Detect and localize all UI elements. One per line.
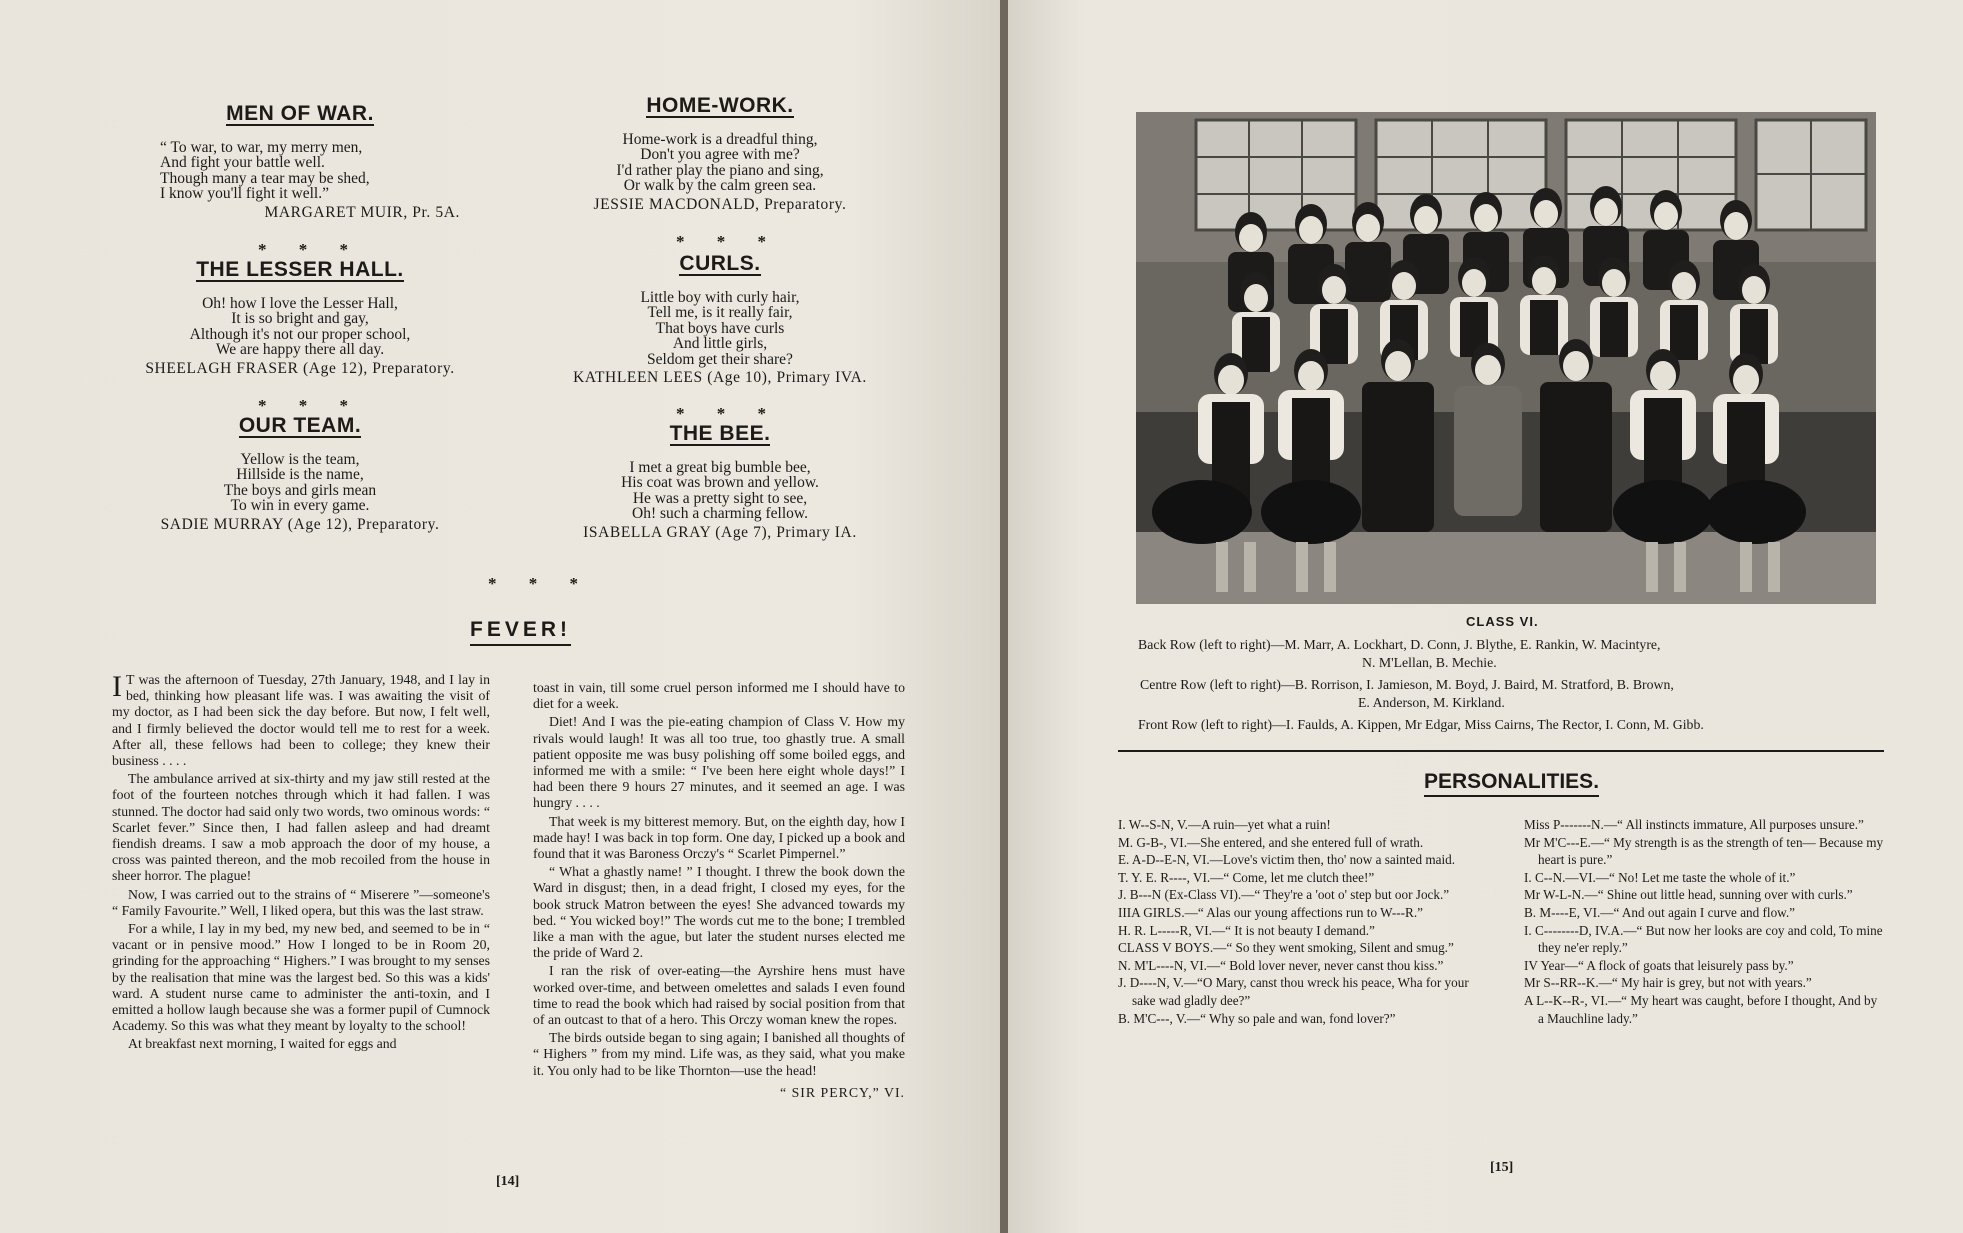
article-signature: “ SIR PERCY,” VI. [780, 1084, 905, 1100]
personality-entry: J. B---N (Ex-Class VI).—“ They're a 'oot o' step but oor Jock.” [1118, 887, 1450, 903]
separator-stars: * * * [676, 404, 780, 423]
poem-line: I know you'll fight it well.” [160, 185, 329, 202]
caption-back-row-cont: N. M'Lellan, B. Mechie. [1362, 655, 1497, 670]
poem-line: That boys have curls [655, 319, 785, 337]
personality-entry: Mr M'C---E.—“ My strength is as the strength of ten— Because my heart is pure.” [1524, 834, 1884, 868]
poem-line: To win in every game. [230, 497, 370, 514]
personality-entry: B. M----E, VI.—“ And out again I curve and flow.” [1524, 904, 1795, 920]
caption-back-row: Back Row (left to right)—M. Marr, A. Lockhart, D. Conn, J. Blythe, E. Rankin, W. Macintyre, [1138, 637, 1661, 652]
article-paragraph: Now, I was carried out to the strains of “ Miserere ”—someone's “ Family Favourite.” Well, I liked opera, but this was the last straw. [112, 886, 490, 918]
personality-entry: IIIA GIRLS.—“ Alas our young affections run to W---R.” [1118, 904, 1423, 920]
article-column-2 [533, 680, 905, 1101]
poem-line: Or walk by the calm green sea. [623, 177, 817, 194]
poem-author: MARGARET MUIR, Pr. 5A. [264, 203, 460, 221]
personality-entry: J. D----N, V.—“O Mary, canst thou wreck his peace, Wha for your sake wad gladly dee?” [1118, 975, 1469, 1008]
poem-title: MEN OF WAR. [226, 102, 374, 125]
poem-title: CURLS. [679, 252, 761, 275]
personality-entry: I. C--------D, IV.A.—“ But now her looks are coy and cold, To mine they ne'er reply.” [1524, 922, 1883, 956]
caption-centre-row-cont: E. Anderson, M. Kirkland. [1358, 695, 1505, 710]
poem-home-work [560, 94, 880, 213]
poem-line: Hillside is the name, [236, 466, 364, 483]
poem-line: I'd rather play the piano and sing, [616, 161, 824, 179]
personality-entry: M. G-B-, VI.—She entered, and she entered full of wrath. [1118, 834, 1424, 850]
poem-title: THE LESSER HALL. [196, 258, 404, 281]
article-paragraph: Diet! And I was the pie-eating champion of Class V. How my rivals would laugh! It was all too true, too ghastly true. A small patient opposite me was busy polishing off some boiled eggs, and informed me with a smile: “ I've been here eight whole days!” I had been there 9 hours 27 minutes, and it seemed an age. I was hungry . . . . [533, 714, 905, 811]
personality-entry: T. Y. E. R----, VI.—“ Come, let me clutch thee!” [1118, 869, 1375, 885]
poem-line: Although it's not our proper school, [189, 325, 411, 343]
class-photo-image [1136, 112, 1876, 604]
poem-title: THE BEE. [669, 422, 771, 445]
personalities-right-column [1524, 816, 1886, 1027]
article-paragraph: The birds outside began to sing again; I banished all thoughts of “ Highers ” from my mind. Life was, as they said, what you make it. You only had to be like Thornton—use the head! [533, 1030, 905, 1078]
poem-line: The boys and girls mean [223, 481, 377, 499]
poem-title: OUR TEAM. [238, 414, 362, 437]
personality-entry: I. W--S-N, V.—A ruin—yet what a ruin! [1118, 817, 1331, 832]
poem-curls [540, 252, 900, 386]
poem-line: Little boy with curly hair, [640, 288, 800, 306]
class-photograph [1136, 112, 1876, 604]
article-paragraph: At breakfast next morning, I waited for eggs and [128, 1036, 397, 1052]
poem-line: We are happy there all day. [215, 341, 385, 358]
personality-entry: B. M'C---, V.—“ Why so pale and wan, fond lover?” [1118, 1010, 1396, 1026]
poem-line: His coat was brown and yellow. [621, 474, 819, 491]
article-paragraph: “ What a ghastly name! ” I thought. I threw the book down the Ward in disgust; then, in a dead fright, I closed my eyes, for the book struck Matron between the eyes! She advanced towards my bed. “ You wicked boy!” The words cut me to the bone; I trembled like a man with the ague, but later the student nurses elected me the pride of Ward 2. [533, 864, 905, 961]
poem-line: Oh! how I love the Lesser Hall, [202, 294, 398, 312]
poem-line: And little girls, [672, 335, 768, 352]
separator-stars: * * * [676, 232, 780, 251]
section-divider [1118, 750, 1884, 752]
poem-line: It is so bright and gay, [231, 310, 369, 327]
personality-entry: H. R. L-----R, VI.—“ It is not beauty I demand.” [1118, 922, 1375, 938]
article-paragraph: toast in vain, till some cruel person informed me I should have to diet for a week. [533, 680, 905, 712]
poem-line: He was a pretty sight to see, [632, 489, 808, 507]
caption-centre-row: Centre Row (left to right)—B. Rorrison, I. Jamieson, M. Boyd, J. Baird, M. Stratford, B. Brown, [1140, 677, 1674, 692]
poem-line: I met a great big bumble bee, [629, 458, 811, 476]
personality-entry: N. M'L----N, VI.—“ Bold lover never, never canst thou kiss.” [1118, 957, 1444, 973]
article-title: FEVER! [470, 618, 571, 646]
poem-line: Yellow is the team, [240, 450, 360, 468]
personality-entry: I. C--N.—VI.—“ No! Let me taste the whole of it.” [1524, 869, 1796, 885]
caption-front-row: Front Row (left to right)—I. Faulds, A. Kippen, Mr Edgar, Miss Cairns, The Rector, I. Conn, M. Gibb. [1138, 717, 1704, 732]
personality-entry: Mr W-L-N.—“ Shine out little head, sunning over with curls.” [1524, 887, 1853, 903]
poem-author: ISABELLA GRAY (Age 7), Primary IA. [583, 523, 857, 541]
poem-lesser-hall [120, 258, 480, 377]
poem-line: Home-work is a dreadful thing, [622, 130, 818, 148]
poem-men-of-war [140, 102, 460, 221]
personalities-title: PERSONALITIES. [1424, 770, 1599, 797]
poem-line: Seldom get their share? [647, 350, 793, 368]
article-column-1 [112, 672, 490, 1055]
article-paragraph: T was the afternoon of Tuesday, 27th January, 1948, and I lay in bed, thinking how pleasant life was. I was awaiting the visit of my doctor, as I had been sick the day before. But now, I felt well, and I firmly believed the doctor would tell me to rest for a week. After all, these fellows had been to college; they knew their business . . . . [112, 672, 490, 769]
personality-entry: Miss P-------N.—“ All instincts immature, All purposes unsure.” [1524, 817, 1864, 832]
article-paragraph: I ran the risk of over-eating—the Ayrshire hens must have worked over-time, and between omelettes and salads I even found time to read the book which had raised by social position from that of an outcast to that of a hero. This Orczy woman knew the ropes. [533, 963, 905, 1028]
drop-cap: I [112, 670, 122, 703]
page-number: [15] [1490, 1160, 1514, 1175]
poem-author: SHEELAGH FRASER (Age 12), Preparatory. [145, 359, 455, 377]
personalities-left-column [1118, 816, 1486, 1027]
poem-line: Tell me, is it really fair, [647, 304, 793, 321]
personality-entry: E. A-D--E-N, VI.—Love's victim then, tho' now a sainted maid. [1118, 852, 1456, 868]
poem-author: KATHLEEN LEES (Age 10), Primary IVA. [573, 369, 867, 386]
poem-line: Oh! such a charming fellow. [632, 505, 808, 522]
personality-entry: CLASS V BOYS.—“ So they went smoking, Silent and smug.” [1118, 940, 1454, 956]
personality-entry: Mr S--RR--K.—“ My hair is grey, but not with years.” [1524, 975, 1812, 991]
poem-line: Don't you agree with me? [640, 146, 800, 163]
page-number: [14] [496, 1174, 520, 1189]
poem-author: SADIE MURRAY (Age 12), Preparatory. [160, 515, 440, 533]
article-paragraph: The ambulance arrived at six-thirty and my jaw still rested at the foot of the fourteen notches through which it had fallen. I was stunned. The doctor had said only two words, two ominous words: “ Scarlet fever.” Since then, I had fallen asleep and had dreamt fiendish dreams. I saw a mob approach the door of my house, a cross was painted thereon, and the mob recoiled from the house in sheer horror. The plague! [112, 771, 490, 884]
poem-our-team [140, 414, 460, 533]
separator-stars: * * * [258, 240, 362, 259]
personality-entry: IV Year—“ A flock of goats that leisurely pass by.” [1524, 957, 1794, 973]
personality-entry: A L--K--R-, VI.—“ My heart was caught, before I thought, And by a Mauchline lady.” [1524, 992, 1878, 1026]
separator-stars: * * * [258, 396, 362, 415]
poem-line: And fight your battle well. [160, 154, 325, 171]
poem-the-bee [560, 422, 880, 541]
article-paragraph: That week is my bitterest memory. But, on the eighth day, how I made hay! I was back in top form. One day, I picked up a book and found that it was Baroness Orczy's “ Scarlet Pimpernel.” [533, 813, 905, 862]
separator-stars: * * * [488, 574, 592, 593]
poem-title: HOME-WORK. [646, 94, 794, 117]
poem-line: Though many a tear may be shed, [160, 169, 370, 187]
poem-author: JESSIE MACDONALD, Preparatory. [593, 195, 847, 213]
photo-label: CLASS VI. [1466, 614, 1539, 629]
article-paragraph: For a while, I lay in my bed, my new bed, and seemed to be in “ vacant or in pensive mood.” How I longed to be in Room 20, grinding for the approaching “ Highers.” I was brought to my senses by the realisation that mine was the largest bed. So this was a kids' ward. A student nurse came to administer the anti-toxin, and I emitted a hollow laugh because she was a former pupil of Cumnock Academy. So this was what they meant by loyalty to the school! [112, 921, 490, 1034]
poem-line: “ To war, to war, my merry men, [160, 138, 363, 156]
page-gutter [1000, 0, 1008, 1233]
